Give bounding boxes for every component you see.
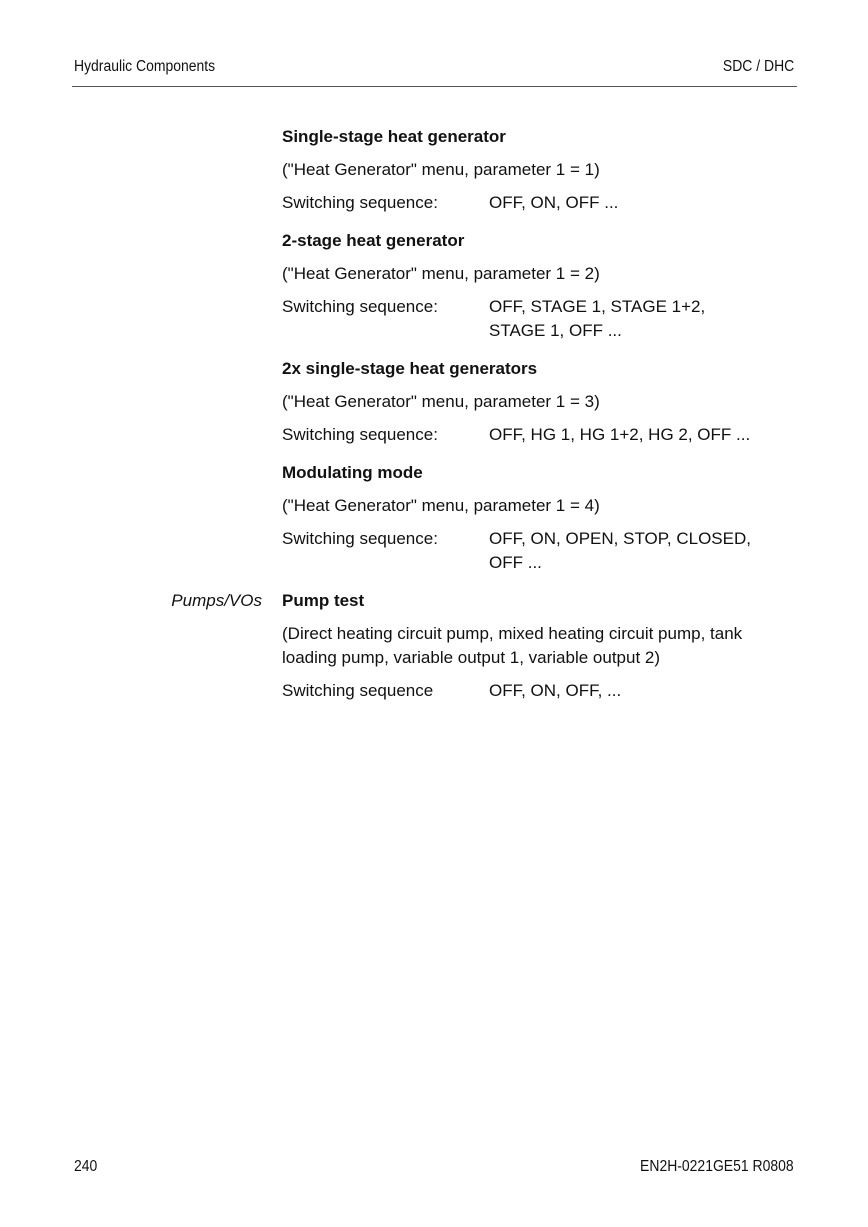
header-rule	[72, 86, 797, 87]
section-heading: 2-stage heat generator	[282, 231, 465, 250]
parameter-note: ("Heat Generator" menu, parameter 1 = 2)	[282, 264, 600, 283]
switching-sequence-line: STAGE 1, OFF ...	[489, 321, 622, 340]
section-heading: 2x single-stage heat generators	[282, 359, 538, 378]
switching-sequence-row	[282, 527, 782, 575]
section-single-stage	[282, 125, 782, 215]
section-heading: Modulating mode	[282, 463, 423, 482]
switching-sequence-label: Switching sequence:	[282, 529, 438, 548]
switching-sequence-row	[282, 679, 782, 703]
switching-sequence-label: Switching sequence:	[282, 193, 438, 212]
parameter-note-line: loading pump, variable output 1, variable output 2)	[282, 648, 661, 667]
section-2x-single-stage	[282, 357, 782, 447]
parameter-note: ("Heat Generator" menu, parameter 1 = 4)	[282, 496, 600, 515]
switching-sequence-label: Switching sequence	[282, 681, 434, 700]
switching-sequence-value: OFF, HG 1, HG 1+2, HG 2, OFF ...	[489, 425, 751, 444]
switching-sequence-label: Switching sequence:	[282, 297, 438, 316]
parameter-note-line: (Direct heating circuit pump, mixed heating circuit pump, tank	[282, 624, 743, 643]
page-body	[171, 125, 782, 717]
section-heading: Single-stage heat generator	[282, 127, 506, 146]
switching-sequence-label: Switching sequence:	[282, 425, 438, 444]
switching-sequence-row	[282, 191, 782, 215]
switching-sequence-row	[282, 295, 782, 343]
section-heading: Pump test	[282, 591, 365, 610]
switching-sequence-line: OFF, STAGE 1, STAGE 1+2,	[489, 297, 706, 316]
switching-sequence-value	[489, 527, 782, 575]
switching-sequence-line: OFF, ON, OPEN, STOP, CLOSED,	[489, 529, 751, 548]
parameter-note	[282, 622, 782, 670]
header-product-name: SDC / DHC	[722, 58, 794, 75]
document-code: EN2H-0221GE51 R0808	[640, 1158, 794, 1175]
switching-sequence-row	[282, 423, 782, 447]
margin-note: Pumps/VOs	[171, 591, 262, 610]
section-pump-test	[171, 589, 782, 703]
header-chapter-title: Hydraulic Components	[74, 58, 216, 75]
switching-sequence-value: OFF, ON, OFF, ...	[489, 681, 622, 700]
section-modulating	[282, 461, 782, 575]
page-number: 240	[74, 1158, 98, 1175]
parameter-note: ("Heat Generator" menu, parameter 1 = 3)	[282, 392, 600, 411]
switching-sequence-value: OFF, ON, OFF ...	[489, 193, 619, 212]
section-2-stage	[282, 229, 782, 343]
parameter-note: ("Heat Generator" menu, parameter 1 = 1)	[282, 160, 600, 179]
switching-sequence-value	[489, 295, 782, 343]
switching-sequence-line: OFF ...	[489, 553, 542, 572]
